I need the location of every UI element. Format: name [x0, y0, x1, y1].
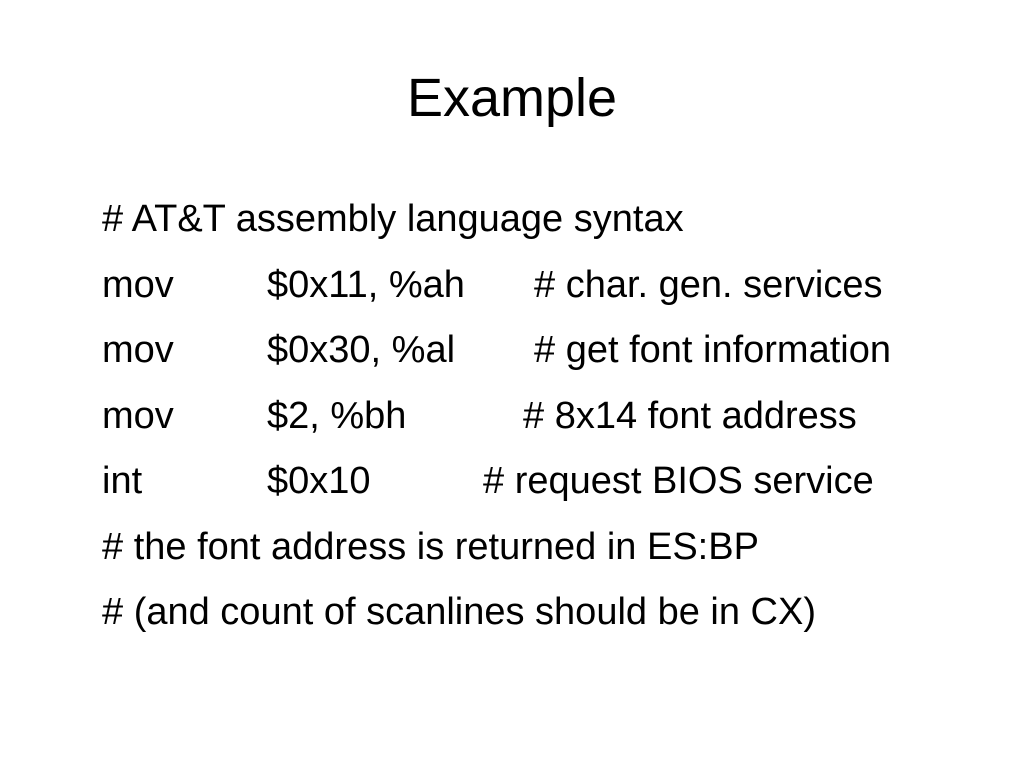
code-operands: $0x30, %al — [267, 329, 456, 371]
code-operands: $0x11, %ah — [267, 263, 465, 306]
code-mnemonic: mov — [102, 329, 174, 371]
slide-title: Example — [406, 68, 618, 128]
code-comment: # char. gen. services — [534, 263, 883, 306]
code-mnemonic: mov — [102, 263, 174, 306]
code-line — [102, 318, 1002, 384]
code-mnemonic: mov — [102, 394, 174, 437]
code-operands: $0x10 — [267, 460, 371, 502]
code-comment: # 8x14 font address — [523, 394, 857, 437]
slide-body — [102, 187, 1002, 646]
comment-text: # (and count of scanlines should be in CX) — [102, 591, 816, 633]
code-comment: # get font information — [534, 329, 891, 371]
comment-text: # AT&T assembly language syntax — [102, 198, 684, 240]
code-mnemonic: int — [102, 460, 143, 502]
comment-line-footer-1 — [102, 515, 1002, 581]
code-comment: # request BIOS service — [483, 460, 874, 502]
comment-line-header — [102, 187, 1002, 253]
code-line — [102, 384, 1002, 450]
comment-line-footer-2 — [102, 580, 1002, 646]
code-line — [102, 253, 1002, 319]
code-line — [102, 449, 1002, 515]
code-operands: $2, %bh — [267, 394, 407, 437]
comment-text: # the font address is returned in ES:BP — [102, 525, 759, 568]
